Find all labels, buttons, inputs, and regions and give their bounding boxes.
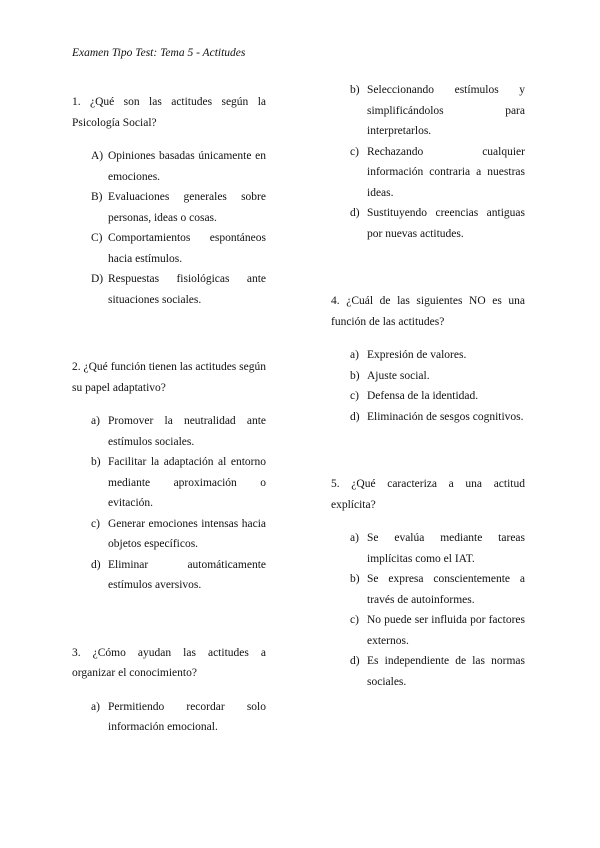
option-text: Promover la neutralidad ante estímulos sociales. (108, 415, 266, 448)
option-label: B) (91, 191, 103, 203)
option-label: d) (350, 410, 360, 423)
question-text: 4. ¿Cuál de las siguientes NO es una función de las actitudes? (331, 295, 525, 328)
option-d[interactable] (331, 651, 525, 692)
option-b[interactable] (331, 569, 525, 610)
option-list (72, 697, 266, 738)
question-3 (72, 643, 266, 738)
option-c[interactable] (331, 386, 525, 407)
option-text: Expresión de valores. (367, 349, 467, 361)
option-label: c) (91, 517, 100, 530)
option-text: Eliminación de sesgos cognitivos. (367, 410, 524, 423)
option-text: Defensa de la identidad. (367, 390, 479, 402)
question-5 (331, 474, 525, 692)
option-text: Rechazando cualquier información contraria a nuestras ideas. (367, 145, 525, 199)
option-text: Permitiendo recordar solo información emocional. (108, 700, 266, 733)
option-label: b) (350, 369, 360, 382)
option-d[interactable] (331, 203, 525, 244)
option-a[interactable] (72, 146, 266, 187)
option-list (72, 146, 266, 310)
option-d[interactable] (72, 555, 266, 596)
option-c[interactable] (331, 142, 525, 204)
option-label: b) (91, 456, 101, 468)
option-b[interactable] (331, 366, 525, 387)
option-label: b) (350, 84, 360, 96)
question-1 (72, 92, 266, 310)
option-list (331, 80, 525, 244)
option-label: a) (91, 700, 100, 713)
option-c[interactable] (72, 514, 266, 555)
option-label: a) (350, 532, 359, 544)
option-label: d) (350, 655, 360, 667)
question-3-continued (331, 80, 525, 244)
option-b[interactable] (72, 187, 266, 228)
option-text: Comportamientos espontáneos hacia estímulos. (108, 232, 266, 265)
option-c[interactable] (72, 228, 266, 269)
option-list (331, 528, 525, 692)
option-label: C) (91, 232, 103, 244)
option-text: Evaluaciones generales sobre personas, ideas o cosas. (108, 191, 266, 224)
option-text: Facilitar la adaptación al entorno mediante aproximación o evitación. (108, 456, 266, 509)
option-label: b) (350, 573, 360, 585)
option-b[interactable] (331, 80, 525, 142)
question-text: 3. ¿Cómo ayudan las actitudes a organizar el conocimiento? (72, 646, 266, 679)
option-a[interactable] (331, 345, 525, 366)
option-a[interactable] (331, 528, 525, 569)
option-d[interactable] (331, 407, 525, 428)
option-text: Opiniones basadas únicamente en emociones. (108, 150, 266, 183)
option-label: a) (91, 415, 100, 427)
question-text: 5. ¿Qué caracteriza a una actitud explícita? (331, 478, 525, 511)
option-a[interactable] (72, 411, 266, 452)
question-text: 1. ¿Qué son las actitudes según la Psicología Social? (72, 96, 266, 129)
option-list (331, 345, 525, 427)
right-column (331, 80, 525, 692)
option-b[interactable] (72, 452, 266, 514)
option-text: Eliminar automáticamente estímulos aversivos. (108, 558, 266, 591)
option-label: d) (350, 207, 360, 219)
page-header: Examen Tipo Test: Tema 5 - Actitudes (72, 47, 246, 59)
question-2 (72, 357, 266, 596)
option-c[interactable] (331, 610, 525, 651)
option-text: Es independiente de las normas sociales. (367, 655, 525, 688)
left-column (72, 92, 266, 738)
option-text: Seleccionando estímulos y simplificándolos para interpretarlos. (367, 84, 525, 137)
option-text: Ajuste social. (367, 369, 430, 382)
option-text: No puede ser influida por factores externos. (367, 614, 525, 647)
option-label: c) (350, 390, 359, 402)
option-list (72, 411, 266, 596)
question-4 (331, 291, 525, 427)
option-label: a) (350, 349, 359, 361)
option-text: Se evalúa mediante tareas implícitas como el IAT. (367, 532, 525, 565)
option-label: A) (91, 150, 104, 162)
option-d[interactable] (72, 269, 266, 310)
option-text: Se expresa conscientemente a través de autoinformes. (367, 573, 525, 606)
option-text: Sustituyendo creencias antiguas por nuevas actitudes. (367, 207, 525, 240)
option-text: Respuestas fisiológicas ante situaciones sociales. (108, 273, 266, 306)
option-label: D) (91, 273, 104, 285)
question-text: 2. ¿Qué función tienen las actitudes según su papel adaptativo? (72, 361, 266, 394)
option-label: d) (91, 558, 101, 571)
option-a[interactable] (72, 697, 266, 738)
option-text: Generar emociones intensas hacia objetos específicos. (108, 517, 266, 550)
option-label: c) (350, 145, 359, 158)
option-label: c) (350, 614, 359, 626)
